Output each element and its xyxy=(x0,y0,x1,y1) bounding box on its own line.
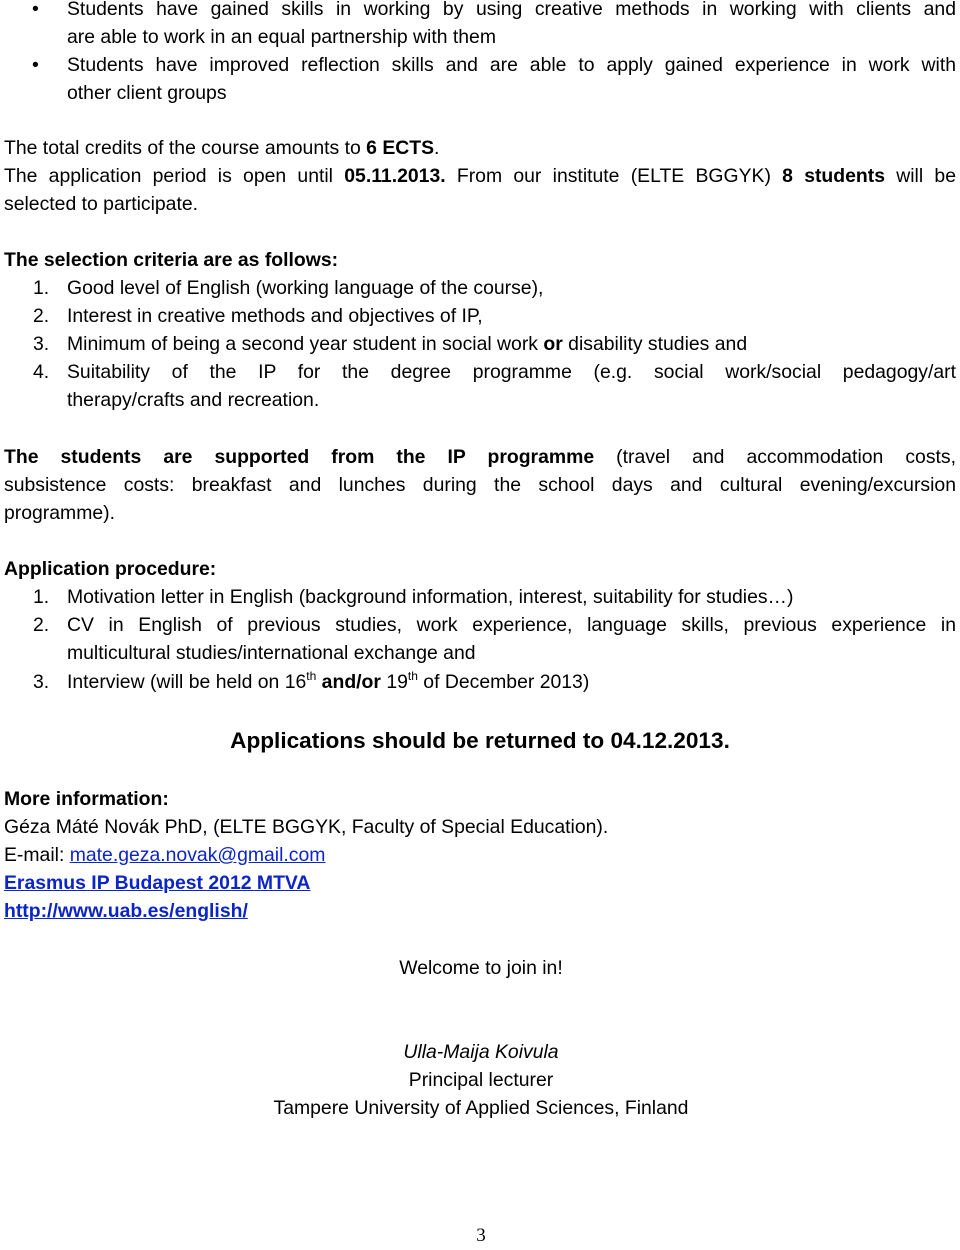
support-line-2: subsistence costs: breakfast and lunches during the school days and cultural evening/excursion xyxy=(4,474,956,496)
procedure-item-1: Motivation letter in English (background information, interest, suitability for studies…) xyxy=(67,586,794,608)
criteria-item-4-line-2: therapy/crafts and recreation. xyxy=(67,389,320,411)
support-bold: The students are supported from the IP programme xyxy=(4,446,595,468)
signature-organization: Tampere University of Applied Sciences, Finland xyxy=(273,1097,689,1119)
bullet-1-line-2: are able to work in an equal partnership with them xyxy=(67,26,496,48)
credits-line: The total credits of the course amounts to 6 ECTS. xyxy=(4,137,440,159)
signature-title: Principal lecturer xyxy=(408,1069,554,1091)
application-period-line: The application period is open until 05.11.2013. From our institute (ELTE BGGYK) 8 students will be xyxy=(4,165,956,187)
application-period-line-2: selected to participate. xyxy=(4,193,199,215)
uab-website-link[interactable]: http://www.uab.es/english/ xyxy=(4,900,248,922)
procedure-item-3: Interview (will be held on 16th and/or 19th of December 2013) xyxy=(67,669,590,693)
student-count: 8 students xyxy=(782,165,885,187)
email-line xyxy=(4,841,956,869)
erasmus-ip-link[interactable]: Erasmus IP Budapest 2012 MTVA xyxy=(4,872,311,894)
criteria-number: 4. xyxy=(33,361,50,383)
criteria-item-2: Interest in creative methods and objectives of IP, xyxy=(67,305,483,327)
contact-person: Géza Máté Novák PhD, (ELTE BGGYK, Faculty of Special Education). xyxy=(4,816,609,838)
criteria-item-3: Minimum of being a second year student in social work or disability studies and xyxy=(67,333,748,355)
criteria-item-4-line-1: Suitability of the IP for the degree programme (e.g. social work/social pedagogy/art xyxy=(67,361,956,383)
procedure-number: 2. xyxy=(33,614,50,636)
procedure-item-2-line-1: CV in English of previous studies, work experience, language skills, previous experience in xyxy=(67,614,956,636)
bullet-2-line-2: other client groups xyxy=(67,82,227,104)
signature-name: Ulla-Maija Koivula xyxy=(403,1041,559,1063)
application-date: 05.11.2013. xyxy=(344,165,446,187)
bullet-marker: • xyxy=(32,0,39,20)
support-line-1: The students are supported from the IP programme (travel and accommodation costs, xyxy=(4,446,956,468)
uab-link-line xyxy=(4,897,956,925)
credits-value: 6 ECTS xyxy=(366,137,435,159)
procedure-item-2-line-2: multicultural studies/international exchange and xyxy=(67,642,476,664)
page-number: 3 xyxy=(476,1225,486,1246)
criteria-number: 3. xyxy=(33,333,50,355)
criteria-number: 1. xyxy=(33,277,50,299)
email-label: E-mail: xyxy=(4,844,70,866)
welcome-text: Welcome to join in! xyxy=(399,957,563,979)
procedure-number: 1. xyxy=(33,586,50,608)
deadline-notice: Applications should be returned to 04.12.2013. xyxy=(230,728,730,753)
bullet-1-line-1: Students have gained skills in working by using creative methods in working with clients and xyxy=(67,0,956,20)
criteria-number: 2. xyxy=(33,305,50,327)
support-line-3: programme). xyxy=(4,502,115,524)
bullet-marker: • xyxy=(32,54,39,76)
selection-criteria-heading: The selection criteria are as follows: xyxy=(4,249,339,271)
email-link[interactable]: mate.geza.novak@gmail.com xyxy=(69,844,326,866)
bullet-2-line-1: Students have improved reflection skills and are able to apply gained experience in work with xyxy=(67,54,956,76)
erasmus-link-line xyxy=(4,869,956,897)
criteria-item-1: Good level of English (working language of the course), xyxy=(67,277,544,299)
more-info-heading: More information: xyxy=(4,788,169,810)
procedure-number: 3. xyxy=(33,671,50,693)
procedure-heading: Application procedure: xyxy=(4,558,217,580)
